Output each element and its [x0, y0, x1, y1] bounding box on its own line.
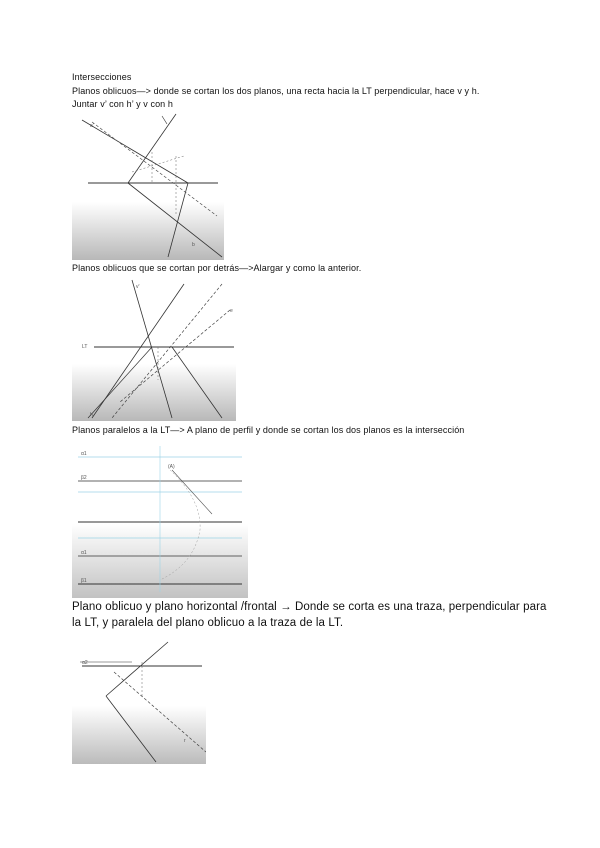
svg-text:LT: LT: [82, 344, 88, 350]
svg-text:r: r: [184, 738, 186, 744]
figure-oblique-planes-behind: [72, 276, 236, 421]
svg-text:β1: β1: [81, 578, 87, 584]
figure-planes-parallel-lt: [72, 440, 248, 598]
svg-text:(A): (A): [168, 464, 175, 470]
section-1-heading-line-1: Planos oblicuos—> donde se cortan los dos planos, una recta hacia la LT perpendicular, hace v y h.: [72, 86, 480, 96]
svg-text:v': v': [136, 284, 140, 290]
document-title: Intersecciones: [72, 72, 132, 82]
svg-text:e: e: [230, 308, 233, 314]
svg-text:a': a': [90, 123, 94, 129]
section-2-heading: Planos oblicuos que se cortan por detrás—>Alargar y como la anterior.: [72, 263, 362, 273]
section-1-heading-line-2: Juntar v’ con h’ y v con h: [72, 99, 173, 109]
svg-text:b: b: [192, 242, 195, 248]
svg-text:α1: α1: [81, 451, 87, 457]
figure-oblique-planes: [72, 112, 224, 260]
section-3-heading: Planos paralelos a la LT—> A plano de perfil y donde se cortan los dos planos es la intersección: [72, 425, 465, 435]
section-4-heading-line-1: Plano oblicuo y plano horizontal /frontal → Donde se corta es una traza, perpendicular para: [72, 601, 547, 613]
svg-text:α2: α2: [82, 660, 88, 666]
svg-text:α1: α1: [81, 550, 87, 556]
svg-text:h: h: [90, 412, 93, 418]
svg-text:β2: β2: [81, 475, 87, 481]
figure-oblique-horizontal-plane: [72, 640, 206, 764]
section-4-heading-line-2: la LT, y paralela del plano oblicuo a la traza de la LT.: [72, 617, 344, 629]
